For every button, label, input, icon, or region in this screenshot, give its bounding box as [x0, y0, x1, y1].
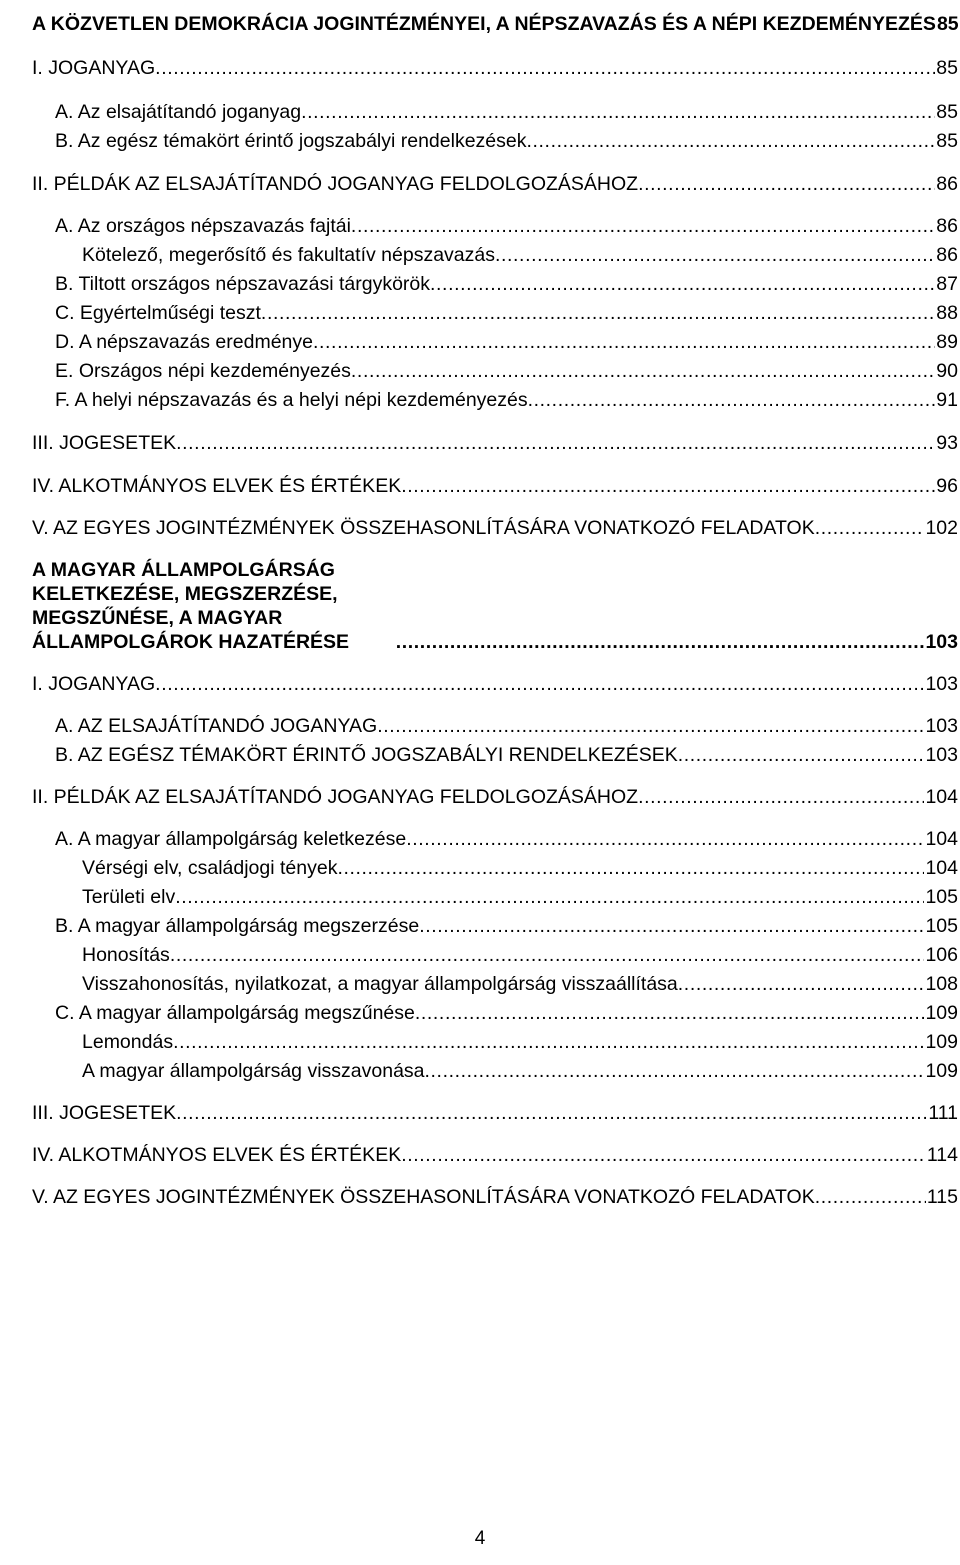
toc-entry-page: 104 — [925, 828, 958, 850]
toc-leader — [176, 431, 935, 455]
toc-entry-label: Területi elv — [82, 886, 176, 908]
toc-entry-subsection[interactable] — [55, 100, 958, 124]
toc-entry-page: 85 — [936, 130, 958, 152]
toc-entry-subsection[interactable] — [55, 272, 958, 296]
toc-entry-subsection[interactable] — [55, 1001, 958, 1025]
toc-entry-page: 93 — [936, 432, 958, 454]
toc-entry-subsection[interactable] — [55, 301, 958, 325]
toc-entry-label: II. PÉLDÁK AZ ELSAJÁTÍTANDÓ JOGANYAG FELDOLGOZÁSÁHOZ — [32, 786, 639, 808]
toc-entry-subsection[interactable] — [55, 827, 958, 851]
toc-entry-chapter[interactable] — [32, 12, 958, 36]
toc-entry-page: 109 — [925, 1031, 958, 1053]
toc-entry-section[interactable] — [32, 1143, 958, 1167]
toc-entry-label: A. Az elsajátítandó joganyag — [55, 101, 302, 123]
toc-entry-chapter[interactable] — [32, 558, 958, 654]
toc-entry-label: IV. ALKOTMÁNYOS ELVEK ÉS ÉRTÉKEK — [32, 1144, 402, 1166]
toc-leader — [351, 214, 935, 238]
toc-entry-section[interactable] — [32, 785, 958, 809]
toc-leader — [419, 914, 924, 938]
toc-leader — [401, 474, 935, 498]
toc-entry-label: Visszahonosítás, nyilatkozat, a magyar állampolgárság visszaállítása — [82, 973, 678, 995]
toc-entry-page: 102 — [925, 517, 958, 539]
toc-entry-label: A MAGYAR ÁLLAMPOLGÁRSÁG KELETKEZÉSE, MEGSZERZÉSE, MEGSZŰNÉSE, A MAGYAR ÁLLAMPOLGÁROK HAZATÉRÉSE — [32, 559, 350, 653]
toc-leader — [638, 785, 924, 809]
toc-entry-label: IV. ALKOTMÁNYOS ELVEK ÉS ÉRTÉKEK — [32, 475, 402, 497]
toc-entry-page: 85 — [936, 13, 959, 35]
toc-entry-subsection[interactable] — [55, 359, 958, 383]
toc-leader — [815, 516, 925, 540]
toc-entry-page: 111 — [928, 1102, 958, 1124]
toc-entry-label: A. Az országos népszavazás fajtái — [55, 215, 351, 237]
toc-leader — [678, 972, 925, 996]
toc-entry-page: 103 — [925, 673, 958, 695]
toc-entry-page: 87 — [936, 273, 958, 295]
toc-entry-page: 105 — [925, 915, 958, 937]
toc-entry-subsection[interactable] — [55, 214, 958, 238]
toc-entry-label: A magyar állampolgárság visszavonása — [82, 1060, 425, 1082]
toc-entry-section[interactable] — [32, 56, 958, 80]
toc-entry-label: B. Tiltott országos népszavazási tárgykörök — [55, 273, 431, 295]
toc-entry-subsubsection[interactable] — [82, 972, 958, 996]
toc-leader — [170, 943, 925, 967]
toc-entry-subsubsection[interactable] — [82, 943, 958, 967]
toc-entry-label: C. Egyértelműségi teszt — [55, 302, 261, 324]
toc-entry-subsection[interactable] — [55, 388, 958, 412]
toc-entry-label: Lemondás — [82, 1031, 174, 1053]
toc-entry-subsubsection[interactable] — [82, 243, 958, 267]
toc-entry-label: E. Országos népi kezdeményezés — [55, 360, 351, 382]
toc-entry-page: 109 — [925, 1060, 958, 1082]
toc-leader — [528, 388, 936, 412]
toc-leader — [638, 172, 935, 196]
toc-leader — [351, 359, 935, 383]
toc-leader — [155, 56, 935, 80]
toc-leader — [155, 672, 924, 696]
toc-entry-page: 104 — [925, 786, 958, 808]
toc-entry-label: B. AZ EGÉSZ TÉMAKÖRT ÉRINTŐ JOGSZABÁLYI RENDELKEZÉSEK — [55, 744, 678, 766]
toc-entry-subsection[interactable] — [55, 743, 958, 767]
toc-entry-label: Kötelező, megerősítő és fakultatív népszavazás — [82, 244, 495, 266]
toc-entry-page: 103 — [925, 744, 958, 766]
toc-entry-section[interactable] — [32, 672, 958, 696]
toc-entry-section[interactable] — [32, 431, 958, 455]
toc-entry-subsection[interactable] — [55, 129, 958, 153]
toc-entry-page: 90 — [936, 360, 958, 382]
toc-leader — [415, 1001, 925, 1025]
toc-entry-label: D. A népszavazás eredménye — [55, 331, 313, 353]
toc-leader — [173, 1030, 924, 1054]
toc-leader — [176, 1101, 927, 1125]
toc-entry-page: 109 — [925, 1002, 958, 1024]
toc-entry-label: III. JOGESETEK — [32, 1102, 177, 1124]
toc-entry-section[interactable] — [32, 516, 958, 540]
toc-leader — [425, 1059, 925, 1083]
toc-entry-label: III. JOGESETEK — [32, 432, 177, 454]
toc-entry-page: 108 — [925, 973, 958, 995]
toc-entry-label: V. AZ EGYES JOGINTÉZMÉNYEK ÖSSZEHASONLÍTÁSÁRA VONATKOZÓ FELADATOK — [32, 517, 815, 539]
toc-entry-section[interactable] — [32, 172, 958, 196]
toc-entry-page: 103 — [925, 631, 958, 653]
toc-entry-label: Honosítás — [82, 944, 170, 966]
toc-leader — [430, 272, 935, 296]
toc-leader — [495, 243, 935, 267]
toc-entry-subsection[interactable] — [55, 914, 958, 938]
toc-leader — [527, 129, 936, 153]
toc-entry-label: A. AZ ELSAJÁTÍTANDÓ JOGANYAG — [55, 715, 378, 737]
toc-entry-subsection[interactable] — [55, 330, 958, 354]
toc-entry-page: 106 — [925, 944, 958, 966]
toc-entry-subsubsection[interactable] — [82, 885, 958, 909]
toc-entry-page: 86 — [936, 215, 958, 237]
toc-entry-label: Vérségi elv, családjogi tények — [82, 857, 338, 879]
toc-leader — [313, 330, 935, 354]
toc-entry-label: A. A magyar állampolgárság keletkezése — [55, 828, 407, 850]
toc-entry-label: V. AZ EGYES JOGINTÉZMÉNYEK ÖSSZEHASONLÍTÁSÁRA VONATKOZÓ FELADATOK — [32, 1186, 815, 1208]
toc-entry-page: 104 — [925, 857, 958, 879]
toc-entry-page: 85 — [936, 57, 958, 79]
toc-entry-label: B. A magyar állampolgárság megszerzése — [55, 915, 420, 937]
toc-leader — [401, 1143, 926, 1167]
toc-entry-label: C. A magyar állampolgárság megszűnése — [55, 1002, 415, 1024]
toc-leader — [678, 743, 925, 767]
toc-entry-page: 114 — [926, 1144, 958, 1166]
toc-entry-section[interactable] — [32, 474, 958, 498]
toc-entry-page: 86 — [936, 173, 958, 195]
toc-entry-subsubsection[interactable] — [82, 1030, 958, 1054]
toc-leader — [406, 827, 924, 851]
table-of-contents — [32, 12, 958, 1209]
toc-entry-label: A KÖZVETLEN DEMOKRÁCIA JOGINTÉZMÉNYEI, A NÉPSZAVAZÁS ÉS A NÉPI KEZDEMÉNYEZÉS — [32, 13, 936, 35]
toc-entry-page: 91 — [936, 389, 958, 411]
toc-entry-subsubsection[interactable] — [82, 856, 958, 880]
toc-entry-page: 105 — [925, 886, 958, 908]
toc-entry-page: 88 — [936, 302, 958, 324]
toc-leader — [396, 630, 925, 654]
toc-leader — [261, 301, 935, 325]
page-number: 4 — [474, 1528, 486, 1549]
toc-entry-page: 96 — [936, 475, 958, 497]
toc-entry-label: I. JOGANYAG — [32, 673, 156, 695]
toc-entry-label: II. PÉLDÁK AZ ELSAJÁTÍTANDÓ JOGANYAG FELDOLGOZÁSÁHOZ — [32, 173, 639, 195]
toc-entry-label: I. JOGANYAG — [32, 57, 156, 79]
toc-entry-section[interactable] — [32, 1185, 958, 1209]
toc-entry-page: 86 — [936, 244, 958, 266]
toc-entry-page: 85 — [936, 101, 958, 123]
toc-entry-page: 103 — [925, 715, 958, 737]
toc-leader — [377, 714, 924, 738]
toc-entry-subsubsection[interactable] — [82, 1059, 958, 1083]
toc-entry-page: 89 — [936, 331, 958, 353]
toc-entry-label: B. Az egész témakört érintő jogszabályi rendelkezések — [55, 130, 527, 152]
toc-entry-section[interactable] — [32, 1101, 958, 1125]
toc-entry-label: F. A helyi népszavazás és a helyi népi kezdeményezés — [55, 389, 528, 411]
toc-entry-subsection[interactable] — [55, 714, 958, 738]
toc-leader — [815, 1185, 926, 1209]
toc-entry-page: 115 — [926, 1186, 958, 1208]
toc-leader — [301, 100, 935, 124]
toc-leader — [337, 856, 924, 880]
toc-leader — [175, 885, 924, 909]
